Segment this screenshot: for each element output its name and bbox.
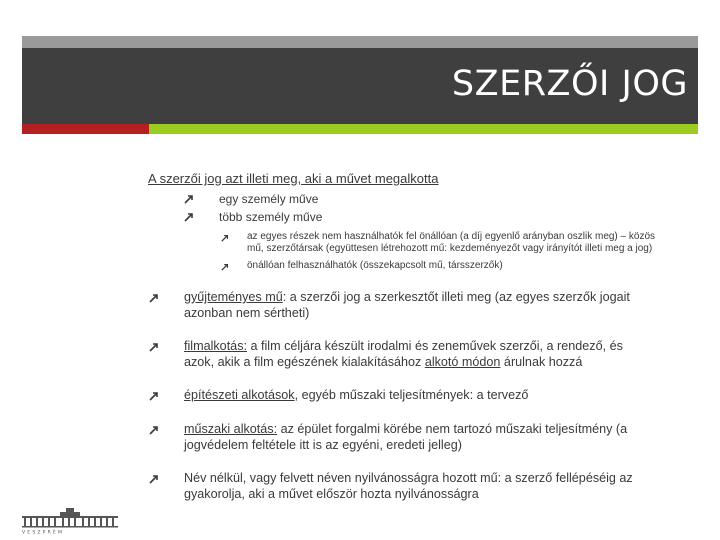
item-line [184,421,627,438]
item-line [184,289,630,306]
intro-line: A szerzői jog azt illeti meg, aki a művet megalkotta [148,171,439,186]
level3-item-line: mű, szerzőtársak (együttesen létrehozott mű: kezdeményezőt vagy irányítót illeti meg a jog) [247,243,653,254]
level2-item: egy személy műve [219,192,319,206]
item-term: műszaki alkotás: [184,422,278,436]
item-text: azok, akik a film egészének kialakításához [184,355,425,369]
item-term: filmalkotás: [184,339,247,353]
item-line: gyakorolja, aki a művet először hozta nyilvánosságra [184,487,479,501]
item-text: az épület forgalmi körébe nem tartozó műszaki teljesítmény (a [277,422,628,436]
university-logo [22,508,122,539]
item-line [184,387,528,404]
item-line [184,354,582,371]
item-line: azonban nem sértheti) [184,306,310,320]
item-line [184,338,623,355]
item-text: , egyéb műszaki teljesítmények: a tervező [294,388,529,402]
item-term: gyűjteményes mű [184,290,283,304]
slide-title: SZERZŐI JOG [451,64,688,104]
item-line: jogvédelem feltétele itt is az egyéni, eredeti jelleg) [184,438,462,452]
level2-item: több személy műve [219,210,323,224]
item-line: Név nélkül, vagy felvett néven nyilvánosságra hozott mű: a szerző fellépéséig az [184,471,633,485]
item-term: építészeti alkotások [184,388,295,402]
item-text: a film céljára készült irodalmi és zeneművek szerzői, a rendező, és [247,339,623,353]
item-text: árulnak hozzá [500,355,583,369]
level3-item-line: önállóan felhasználhatók (összekapcsolt mű, társszerzők) [247,260,503,271]
item-term: alkotó módon [424,355,501,369]
svg-text:VESZPRÉM: VESZPRÉM [22,530,65,534]
item-text: : a szerzői jog a szerkesztőt illeti meg (az egyes szerzők jogait [282,290,630,304]
level3-item-line: az egyes részek nem használhatók fel önállóan (a díj egyenlő arányban oszlik meg) – közös [247,231,656,242]
